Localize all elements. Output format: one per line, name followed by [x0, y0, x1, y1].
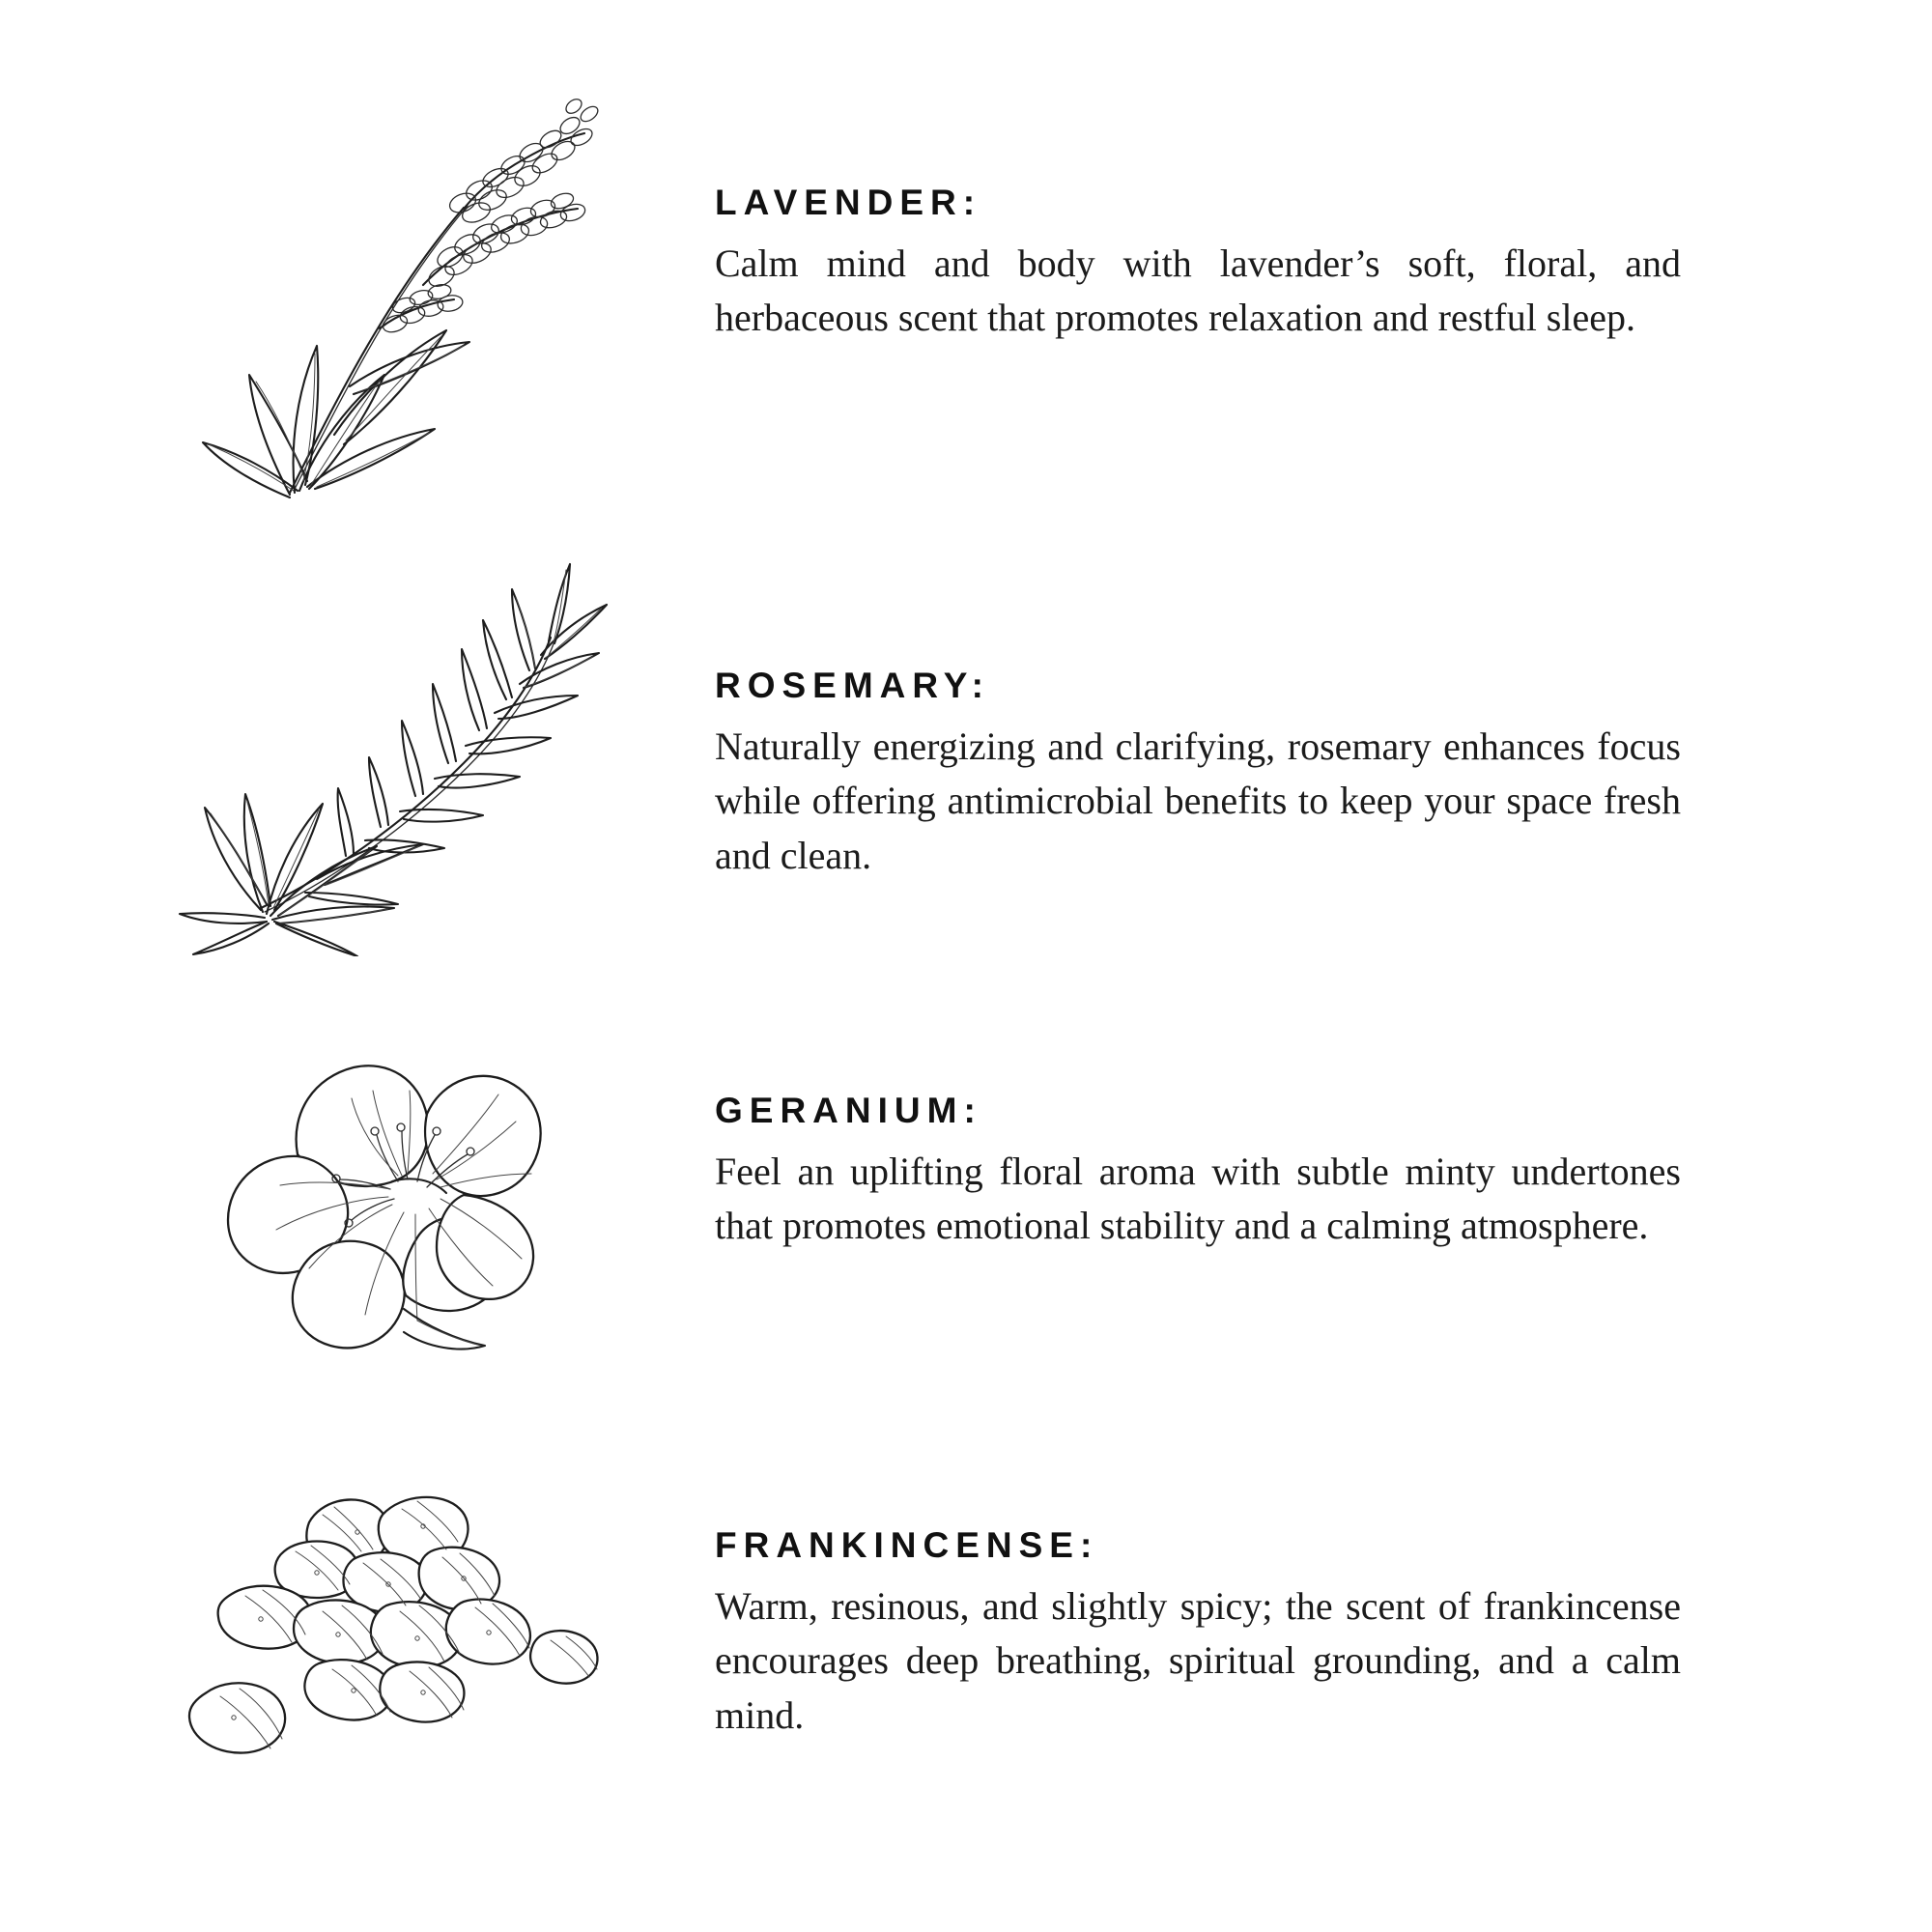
lavender-heading: LAVENDER: [715, 183, 982, 222]
frankincense-heading: FRANKINCENSE: [715, 1525, 1099, 1565]
lavender-text-block [715, 39, 1855, 346]
entry-lavender [77, 39, 1855, 541]
entry-frankincense [77, 1401, 1855, 1835]
lavender-description: Calm mind and body with lavender’s soft, floral, and herbaceous scent that promotes relaxation and restful sleep. [715, 241, 1681, 340]
frankincense-description: Warm, resinous, and slightly spicy; the scent of frankincense encourages deep breathing, spiritual grounding, and a calm mind. [715, 1583, 1681, 1738]
geranium-illustration-container [77, 966, 715, 1401]
entry-geranium [77, 966, 1855, 1401]
frankincense-text-block [715, 1401, 1855, 1744]
rosemary-sprig-icon [145, 541, 647, 956]
rosemary-description: Naturally energizing and clarifying, rosemary enhances focus while offering antimicrobial benefits to keep your space fresh and clean. [715, 724, 1681, 878]
lavender-sprig-icon [145, 68, 647, 522]
geranium-flower-icon [174, 1009, 618, 1357]
entry-rosemary [77, 541, 1855, 966]
frankincense-illustration-container [77, 1401, 715, 1835]
geranium-description: Feel an uplifting floral aroma with subtle minty undertones that promotes emotional stability and a calming atmosphere. [715, 1149, 1681, 1248]
frankincense-resin-icon [164, 1459, 628, 1777]
geranium-heading: GERANIUM: [715, 1091, 982, 1130]
lavender-illustration-container [77, 39, 715, 570]
geranium-text-block [715, 966, 1855, 1254]
rosemary-text-block [715, 541, 1855, 884]
rosemary-heading: ROSEMARY: [715, 666, 990, 705]
rosemary-illustration-container [77, 541, 715, 966]
